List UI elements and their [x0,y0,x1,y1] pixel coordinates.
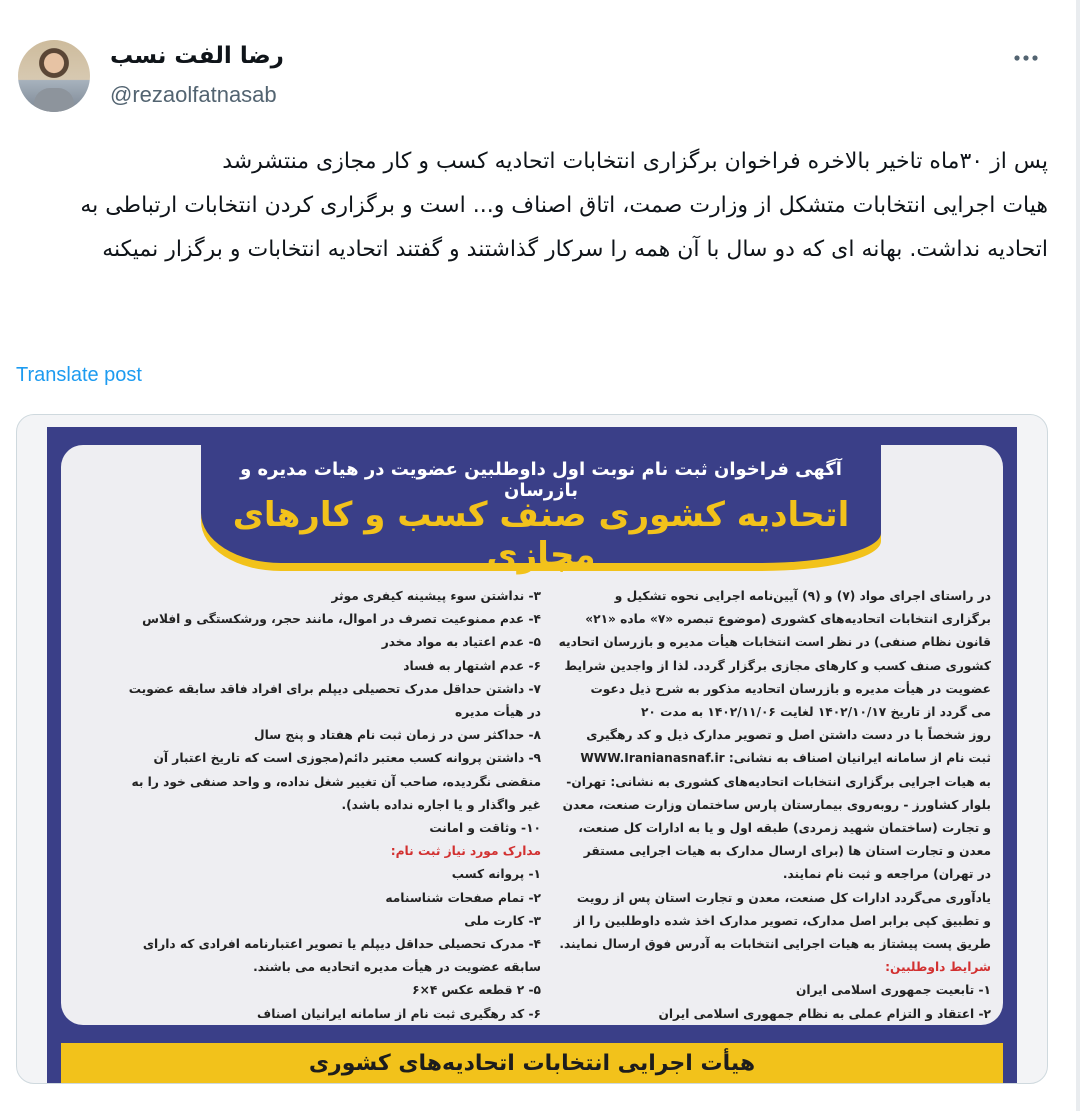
poster-line: برگزاری انتخابات اتحادیه‌های کشوری (موضوع تبصره «۷» ماده «۲۱» [585,612,991,627]
poster-line: به هیات اجرایی برگزاری انتخابات اتحادیه‌های کشوری به نشانی: تهران- [566,774,991,789]
poster-section-heading: مدارک مورد نیاز ثبت نام: [390,844,541,859]
poster-title-line1: آگهی فراخوان ثبت نام نوبت اول داوطلبین عضویت در هیات مدیره و بازرسان [240,459,842,501]
poster-line: ۲- تمام صفحات شناسنامه [385,890,541,905]
poster-line: ۸- حداکثر سن در زمان ثبت نام هفتاد و پنج سال [254,728,541,743]
poster-line: بلوار کشاورز - روبه‌روی بیمارستان پارس ساختمان وزارت صنعت، معدن [562,797,991,812]
post-text [20,140,1048,272]
poster-line: ۵- عدم اعتیاد به مواد مخدر [381,635,541,650]
poster-line: منقضی نگردیده، صاحب آن تغییر شغل نداده، و واحد صنفی خود را به [131,774,541,789]
poster-footer-bar [61,1043,1003,1084]
poster-line: یادآوری می‌گردد ادارات کل صنعت، معدن و تجارت استان پس از رویت [576,890,991,905]
poster-line: ۶- عدم اشتهار به فساد [403,658,541,673]
post-paragraph: هیات اجرایی انتخابات متشکل از وزارت صمت، اتاق اصناف و... است و برگزاری کردن انتخابات ارتباطی به اتحادیه نداشت. بهانه ای که دو سال با آن همه را سرکار گذاشتند و گفتند اتحادیه انتخابات و برگزار نمیکنه [80,193,1048,262]
poster-line: ۲- اعتقاد و التزام عملی به نظام جمهوری اسلامی ایران [658,1006,991,1021]
poster-left-column [81,585,541,1025]
poster-line: ۳- نداشتن سوء پیشینه کیفری موثر [331,589,541,603]
poster-banner [201,445,881,575]
poster-right-column [551,585,991,1025]
poster-line: ۷- داشتن حداقل مدرک تحصیلی دیپلم برای افراد فاقد سابقه عضویت [128,681,541,696]
poster-footer-text: هیأت اجرایی انتخابات اتحادیه‌های کشوری [308,1051,756,1076]
poster-line: ۳- کارت ملی [464,913,541,928]
poster-line: ۵- ۲ قطعه عکس ۴×۶ [412,983,541,998]
poster-line: و تجارت (ساختمان شهید زمردی) طبقه اول و یا به ادارات کل صنعت، [578,821,991,836]
poster-line: ۱- پروانه کسب [451,867,541,882]
poster-line: ۴- مدرک تحصیلی حداقل دیپلم یا تصویر اعتبارنامه افرادی که دارای [142,937,541,952]
poster-line: ۱۰- وثاقت و امانت [429,821,541,836]
post-paragraph: پس از ۳۰ماه تاخیر بالاخره فراخوان برگزاری انتخابات اتحادیه کسب و کار مجازی منتشرشد [222,149,1048,174]
poster-section-heading: شرایط داوطلبین: [885,960,991,975]
poster-title-line2: اتحادیه کشوری صنف کسب و کارهای مجازی [232,495,850,575]
poster-line: کشوری صنف کسب و کارهای مجازی برگزار گردد. لذا از واجدین شرایط [564,658,991,673]
page-edge-rule [1076,0,1080,1111]
poster-line: در راستای اجرای مواد (۷) و (۹) آیین‌نامه اجرایی نحوه تشکیل و [614,589,991,603]
more-options-icon[interactable] [1008,40,1044,76]
poster-line: ۹- داشتن پروانه کسب معتبر دائم(مجوزی است که تاریخ اعتبار آن [153,751,541,766]
announcement-poster [47,427,1017,1084]
poster-line: ۱- تابعیت جمهوری اسلامی ایران [795,983,991,998]
poster-line: طریق پست پیشتاز به هیات اجرایی انتخابات به آدرس فوق ارسال نمایند. [559,937,991,952]
poster-line: در هیأت مدیره [455,705,541,720]
poster-line: و تطبیق کپی برابر اصل مدارک، تصویر مدارک اخذ شده داوطلبین را از [573,913,991,928]
poster-line: سابقه عضویت در هیأت مدیره اتحادیه می باشند. [253,960,541,975]
author-handle[interactable]: @rezaolfatnasab [110,82,277,107]
poster-line: معدن و تجارت استان ها (برای ارسال مدارک به هیات اجرایی مستقر [583,844,991,859]
poster-line: ۴- عدم ممنوعیت تصرف در اموال، مانند حجر، ورشکستگی و افلاس [142,612,541,627]
poster-panel [61,445,1003,1025]
poster-line: ۶- کد رهگیری ثبت نام از سامانه ایرانیان اصناف [257,1006,541,1021]
poster-line: قانون نظام صنفی) در نظر است انتخابات هیأت مدیره و بازرسان اتحادیه [558,635,991,650]
author-name[interactable]: رضا الفت نسب [110,43,284,69]
poster-line: می گردد از تاریخ ۱۴۰۲/۱۰/۱۷ لغایت ۱۴۰۲/۱۱/۰۶ به مدت ۲۰ [640,705,991,720]
avatar[interactable] [18,40,90,112]
poster-line: عضویت در هیأت مدیره و بازرسان اتحادیه مذکور به شرح ذیل دعوت [590,681,991,696]
poster-line: روز شخصاً با در دست داشتن اصل و تصویر مدارک ذیل و کد رهگیری [586,728,991,743]
avatar-shirt [34,88,74,112]
poster-line: در تهران) مراجعه و ثبت نام نمایند. [782,867,991,882]
translate-post-link[interactable]: Translate post [16,364,142,386]
poster-line: غیر واگذار و یا اجاره نداده باشد). [341,797,541,812]
attached-image[interactable] [16,414,1048,1084]
poster-line: ثبت نام از سامانه ایرانیان اصناف به نشانی: WWW.Iranianasnaf.ir [580,751,991,766]
